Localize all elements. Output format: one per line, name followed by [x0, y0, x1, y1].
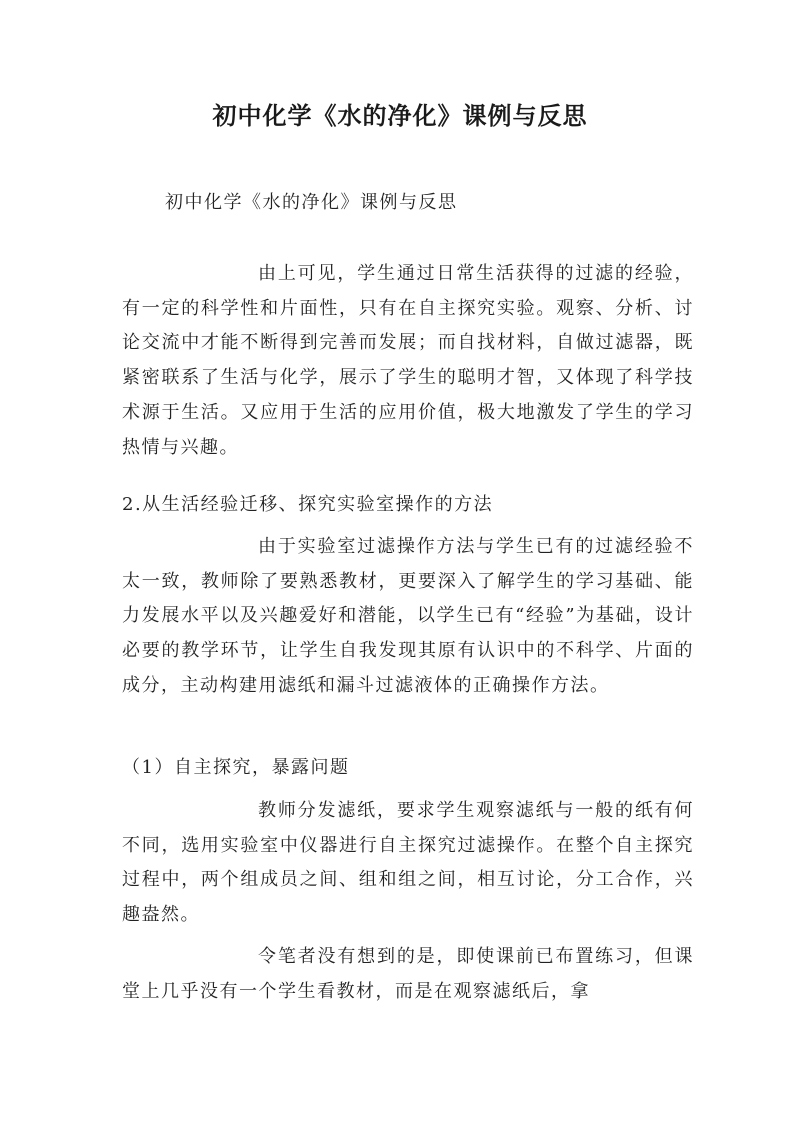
subsection-heading-1: （1）自主探究，暴露问题	[122, 757, 350, 778]
section-heading-2: 2.从生活经验迁移、探究实验室操作的方法	[122, 494, 494, 515]
document-subtitle: 初中化学《水的净化》课例与反思	[165, 192, 458, 213]
paragraph-1: 由上可见，学生通过日常生活获得的过滤的经验，有一定的科学性和片面性，只有在自主探究实验。观察、分析、讨论交流中才能不断得到完善而发展；而自找材料，自做过滤器，既紧密联系了生活与化学，展示了学生的聪明才智，又体现了科学技术源于生活。又应用于生活的应用价值，极大地激发了学生的学习热情与兴趣。	[122, 263, 694, 458]
paragraph-3: 教师分发滤纸，要求学生观察滤纸与一般的纸有何不同，选用实验室中仪器进行自主探究过滤操作。在整个自主探究过程中，两个组成员之间、组和组之间，相互讨论，分工合作，兴趣盎然。	[122, 800, 694, 926]
document-title: 初中化学《水的净化》课例与反思	[212, 102, 588, 130]
paragraph-2: 由于实验室过滤操作方法与学生已有的过滤经验不太一致，教师除了要熟悉教材，更要深入了解学生的学习基础、能力发展水平以及兴趣爱好和潜能，以学生已有“经验”为基础，设计必要的教学环节，让学生自我发现其原有认识中的不科学、片面的成分，主动构建用滤纸和漏斗过滤液体的正确操作方法。	[122, 536, 694, 696]
paragraph-4: 令笔者没有想到的是，即使课前已布置练习，但课堂上几乎没有一个学生看教材，而是在观察滤纸后，拿	[122, 946, 694, 1002]
